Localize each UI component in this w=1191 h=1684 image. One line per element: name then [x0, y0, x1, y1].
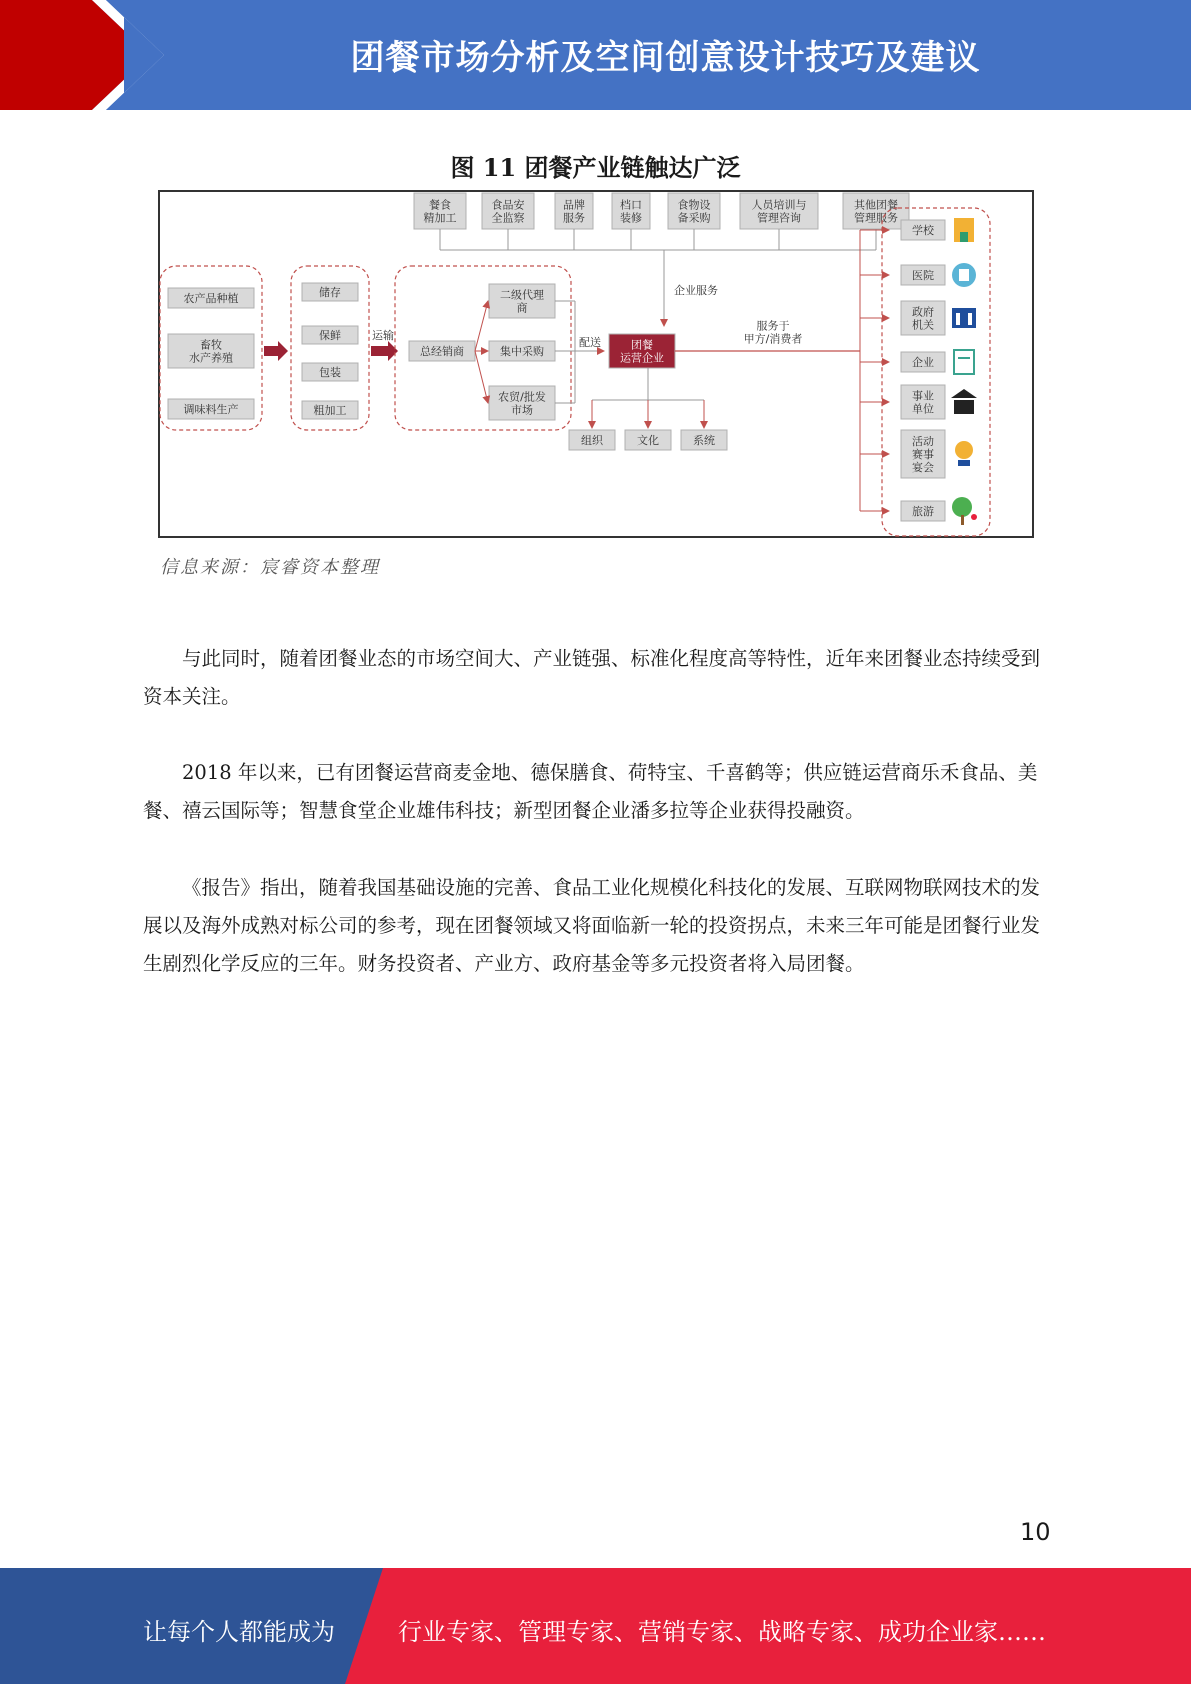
header-title: 团餐市场分析及空间创意设计技巧及建议 [350, 38, 981, 78]
page-number: 10 [1020, 1518, 1051, 1546]
tourism-icon [952, 497, 972, 517]
processing-2-label: 包装 [319, 365, 341, 379]
trophy-icon [955, 441, 973, 459]
figure-title: 图 11 团餐产业链触达广泛 [450, 153, 741, 182]
processing-1-label: 保鲜 [319, 328, 341, 342]
distributor-label: 总经销商 [420, 344, 464, 358]
top-service-0-label: 餐食精加工 [423, 198, 457, 225]
paragraph-3: 《报告》指出，随着我国基础设施的完善、食品工业化规模化科技化的发展、互联网物联网技术的发展以及海外成熟对标公司的参考，现在团餐领域又将面临新一轮的投资拐点，未来三年可能是团餐行业发生剧烈化学反应的三年。财务投资者、产业方、政府基金等多元投资者将入局团餐。 [143, 876, 1041, 975]
hospital-building-icon [959, 269, 969, 281]
bottom-0-label: 组织 [581, 433, 603, 447]
tourism-pin-icon [971, 514, 977, 520]
government-pillar2-icon [968, 313, 972, 325]
serve-label: 服务于甲方/消费者 [743, 319, 803, 346]
page-header [0, 0, 1191, 110]
customer-2-label: 政府机关 [912, 305, 934, 332]
channel-2-label: 农贸/批发市场 [498, 390, 546, 417]
customer-5-label: 活动赛事宴会 [912, 434, 934, 474]
enterprise-service-label: 企业服务 [674, 283, 718, 297]
upstream-0-label: 农产品种植 [183, 291, 239, 305]
customer-0-label: 学校 [912, 223, 934, 237]
figure-source: 信息来源：宸睿资本整理 [160, 557, 380, 578]
transport-label: 运输 [372, 328, 394, 342]
upstream-2-label: 调味料生产 [183, 402, 239, 416]
page-footer [0, 1568, 1191, 1684]
trophy-base-icon [958, 460, 970, 466]
government-icon [952, 308, 976, 328]
top-service-6-label: 其他团餐管理服务 [854, 198, 898, 225]
paragraph-2: 2018 年以来，已有团餐运营商麦金地、德保膳食、荷特宝、千喜鹤等；供应链运营商乐禾食品、美餐、禧云国际等；智慧食堂企业雄伟科技；新型团餐企业潘多拉等企业获得投融资。 [143, 761, 1038, 822]
top-service-5-label: 人员培训与管理咨询 [751, 198, 807, 225]
customer-4-label: 事业单位 [912, 389, 934, 416]
top-service-1-label: 食品安全监察 [491, 198, 525, 225]
core-enterprise-label: 团餐运营企业 [620, 338, 664, 365]
upstream-1-label: 畜牧水产养殖 [189, 338, 233, 365]
channel-0-label: 二级代理商 [500, 288, 544, 315]
customer-1-label: 医院 [912, 268, 934, 282]
processing-0-label: 储存 [319, 285, 341, 299]
bottom-1-label: 文化 [637, 433, 659, 447]
footer-slogan-right: 行业专家、管理专家、营销专家、战略专家、成功企业家…… [398, 1618, 1046, 1646]
tourism-trunk-icon [961, 515, 964, 525]
channel-1-label: 集中采购 [500, 344, 544, 358]
delivery-label: 配送 [579, 335, 601, 349]
customer-3-label: 企业 [912, 355, 934, 369]
top-service-2-label: 品牌服务 [563, 198, 585, 225]
processing-3-label: 粗加工 [313, 403, 347, 417]
school-door-icon [960, 232, 968, 242]
industry-chain-diagram [158, 190, 1034, 540]
top-service-4-label: 食物设备采购 [677, 198, 711, 225]
top-service-3-label: 档口装修 [620, 198, 642, 225]
bottom-2-label: 系统 [693, 433, 715, 447]
customer-6-label: 旅游 [912, 504, 934, 518]
government-pillar-icon [956, 313, 960, 325]
institution-base-icon [954, 400, 974, 414]
footer-slogan-left: 让每个人都能成为 [143, 1618, 335, 1646]
paragraph-1: 与此同时，随着团餐业态的市场空间大、产业链强、标准化程度高等特性，近年来团餐业态持续受到资本关注。 [143, 647, 1041, 708]
